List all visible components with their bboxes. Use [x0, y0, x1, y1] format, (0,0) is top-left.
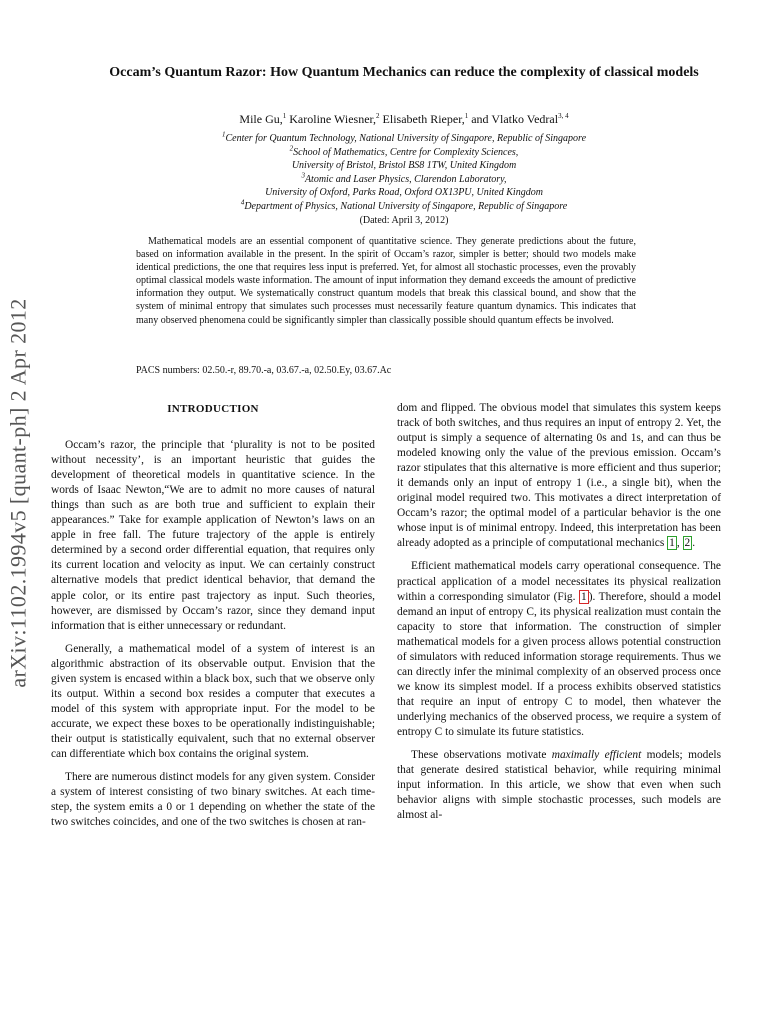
citation-separator: , — [676, 537, 683, 550]
paragraph: There are numerous distinct models for any given system. Consider a system of interest consisting of two binary switches. At each time-step, the system emits a 0 or 1 depending on whether the state of the two switches coincides, and one of the two switches is chosen at ran- — [51, 771, 375, 829]
paper-title: Occam’s Quantum Razor: How Quantum Mechanics can reduce the complexity of classical models — [109, 65, 699, 80]
author-name: Karoline Wiesner, — [289, 112, 377, 126]
author-affil-mark: 1 — [282, 112, 287, 120]
affiliations — [70, 132, 738, 227]
affiliation-1 — [70, 132, 738, 146]
arxiv-identifier-stamp — [2, 265, 36, 720]
paragraph-text: ). Therefore, should a model demand an input of entropy C, its physical realization must contain the capacity to store that information. The construction of simpler mathematical models for a given process allows potential construction of simulators with reduced information storage requirements. Thus we can directly infer the minimal complexity of an observed process once we know its simplest model. If a process exhibits observed statistics that require an input of entropy C to model, then whatever the underlying mechanics of the observed process, we require a system of entropy C to simulate its future statistics. — [397, 590, 721, 738]
author-name: Elisabeth Rieper, — [382, 112, 465, 126]
paragraph-text: These observations motivate — [411, 749, 552, 762]
paragraph-text: models; models that generate desired statistical behavior, while requiring minimal input information. In this article, we show that even when such behavior aligns with simple stochastic processes, such models are almost al- — [397, 749, 722, 822]
author-list — [70, 112, 738, 126]
left-column — [51, 400, 375, 838]
abstract: Mathematical models are an essential component of quantitative science. They generate predictions about the future, based on information available in the present. In the spirit of Occam’s razor, simpler is better; should two models make identical predictions, the one that requires less input is preferred. Yet, for almost all stochastic processes, even the provably optimal classical models waste information. The amount of input information they demand exceeds the amount of predictive information they output. We systematically construct quantum models that break this classical bound, and show that the system of minimal entropy that simulates such processes must necessarily feature quantum dynamics. This indicates that many observed phenomena could be significantly simpler than classically possible should quantum effects be involved. — [136, 236, 636, 326]
arxiv-id-text: arXiv:1102.1994v5 [quant-ph] 2 Apr 2012 — [6, 297, 31, 688]
affil-text: Department of Physics, National University of Singapore, Republic of Singapore — [244, 200, 568, 212]
citation-link[interactable]: 1 — [669, 537, 675, 550]
dated-line: (Dated: April 3, 2012) — [359, 214, 449, 226]
affil-text: Atomic and Laser Physics, Clarendon Laboratory, — [304, 173, 507, 185]
affiliation-3-cont: University of Oxford, Parks Road, Oxford OX13PU, United Kingdom — [265, 187, 543, 199]
affiliation-2-cont: University of Bristol, Bristol BS8 1TW, United Kingdom — [291, 160, 517, 172]
paragraph — [397, 401, 721, 551]
affiliation-4 — [70, 200, 738, 214]
affil-text: School of Mathematics, Centre for Complexity Sciences, — [293, 146, 519, 158]
paragraph: Generally, a mathematical model of a system of interest is an algorithmic abstraction of its observable output. Envision that the given system is encased within a black box, such that we observe only its output. Within a second box resides a computer that executes a model of this system with appropriate input. For the model to be accurate, we expect these boxes to be operationally indistinguishable; their output is statistically equivalent, such that no external observer can differentiate which box contains the original system. — [51, 642, 375, 760]
paragraph: Occam’s razor, the principle that ‘plurality is not to be posited without necessity’, is an important heuristic that guides the development of theoretical models in quantitative science. In the words of Isaac Newton,“We are to admit no more causes of natural things than such as are both true and sufficient to explain their appearances.” Take for example application of Newton’s laws on an apple in free fall. The future trajectory of the apple is entirely determined by a second order differential equation, that requires only its current location and velocity as input. We can certainly construct alternative models that predict identical behavior, that demand the apple color, or its entire past trajectory as input. Such theories, however, are dismissed by Occam’s razor, since they demand input information that is either unnecessary or redundant. — [51, 439, 375, 632]
affil-mark: 1 — [221, 130, 226, 139]
affiliation-3 — [70, 173, 738, 187]
author-name: and Vlatko Vedral — [471, 112, 559, 126]
right-column — [397, 401, 721, 831]
paragraph-text: Efficient mathematical models carry operational consequence. The practical application of a model necessitates its physical realization within a corresponding simulator (Fig. — [397, 560, 721, 603]
affil-mark: 4 — [240, 198, 245, 207]
paragraph — [397, 559, 721, 740]
author-name: Mile Gu, — [239, 112, 283, 126]
emphasis-text: maximally efficient — [551, 749, 642, 762]
citation-link[interactable]: 2 — [684, 537, 691, 550]
affil-mark: 3 — [301, 171, 305, 180]
author-affil-mark: 1 — [464, 112, 469, 120]
author-affil-mark: 3, 4 — [558, 112, 569, 120]
affil-mark: 2 — [289, 144, 294, 153]
paragraph — [397, 748, 721, 823]
section-heading: INTRODUCTION — [167, 403, 259, 415]
author-affil-mark: 2 — [376, 112, 380, 120]
affil-text: Center for Quantum Technology, National University of Singapore, Republic of Singapore — [225, 133, 587, 144]
affiliation-2 — [70, 146, 738, 160]
paragraph-text: . — [692, 537, 696, 550]
paragraph-text: dom and flipped. The obvious model that simulates this system keeps track of both switches, and thus requires an input of entropy 2. Yet, the output is simply a sequence of alternating 0s and 1s, and can thus be modeled knowing only the value of the previous emission. Occam’s razor stipulates that this alternative is more efficient and thus superior; it demands only an input of entropy 1 (i.e., a single bit), when the original model required two. This motivates a direct interpretation of Occam’s razor; the optimal model of a particular behavior is the one whose input is of minimal entropy. Indeed, this interpretation has been already adopted as a principle of computational mechanics — [397, 402, 721, 550]
figure-reference-link[interactable]: 1 — [580, 590, 587, 603]
pacs-numbers: PACS numbers: 02.50.-r, 89.70.-a, 03.67.-a, 02.50.Ey, 03.67.Ac — [136, 365, 392, 376]
